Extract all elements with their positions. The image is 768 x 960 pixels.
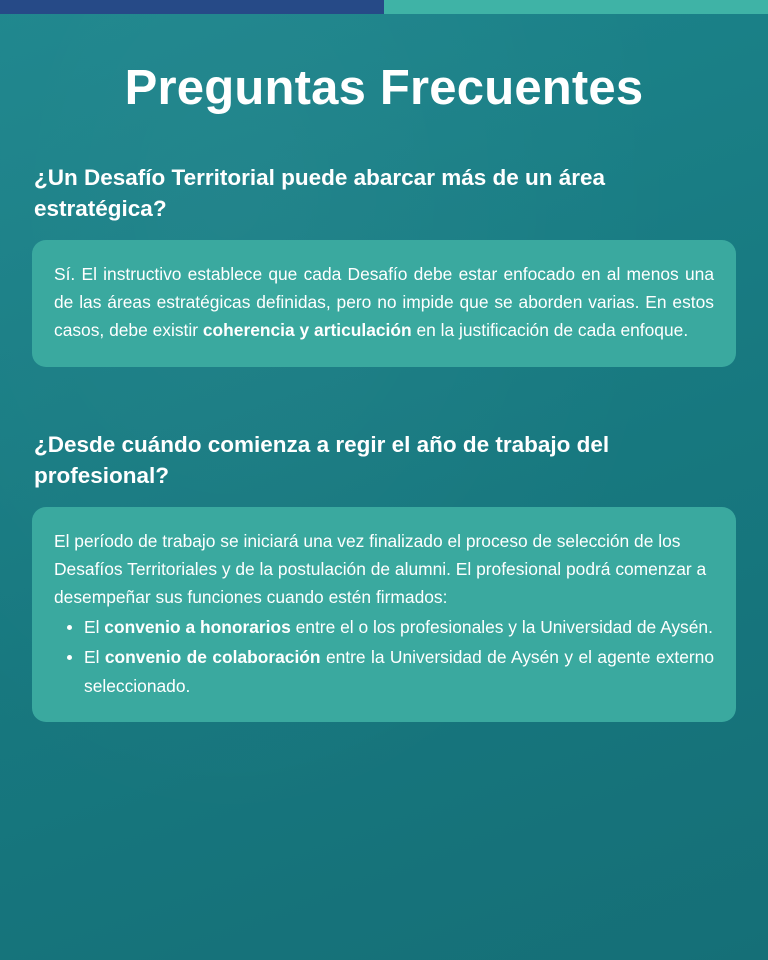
faq-question-1: ¿Un Desafío Territorial puede abarcar más de un área estratégica? bbox=[34, 164, 606, 221]
faq-answer-card-2 bbox=[32, 507, 736, 722]
faq-answer-bullet-list-2 bbox=[54, 613, 714, 700]
page-title: Preguntas Frecuentes bbox=[124, 61, 644, 115]
faq-item-2 bbox=[32, 429, 736, 722]
faq-question-2: ¿Desde cuándo comienza a regir el año de trabajo del profesional? bbox=[34, 431, 610, 488]
list-item: • El convenio a honorarios entre el o los profesionales y la Universidad de Aysén. bbox=[84, 613, 714, 641]
top-bar-right-segment bbox=[384, 0, 768, 14]
list-item: • El convenio de colaboración entre la Universidad de Aysén y el agente externo seleccionado. bbox=[84, 643, 714, 699]
faq-answer-text-1: Sí. El instructivo establece que cada Desafío debe estar enfocado en al menos una de las áreas estratégicas definidas, pero no impide que se aborden varias. En estos casos, debe existir coherencia y articulación en la justificación de cada enfoque. bbox=[54, 263, 714, 341]
top-decorative-bar bbox=[0, 0, 768, 14]
faq-answer-card-1 bbox=[32, 240, 736, 367]
top-bar-left-segment bbox=[0, 0, 384, 14]
faq-answer-paragraph-2: El período de trabajo se iniciará una vez finalizado el proceso de selección de los Desafíos Territoriales y de la postulación de alumni. El profesional podrá comenzar a desempeñar sus funciones cuando estén firmados: bbox=[54, 530, 707, 608]
content-area bbox=[0, 14, 768, 722]
faq-item-1 bbox=[32, 162, 736, 367]
